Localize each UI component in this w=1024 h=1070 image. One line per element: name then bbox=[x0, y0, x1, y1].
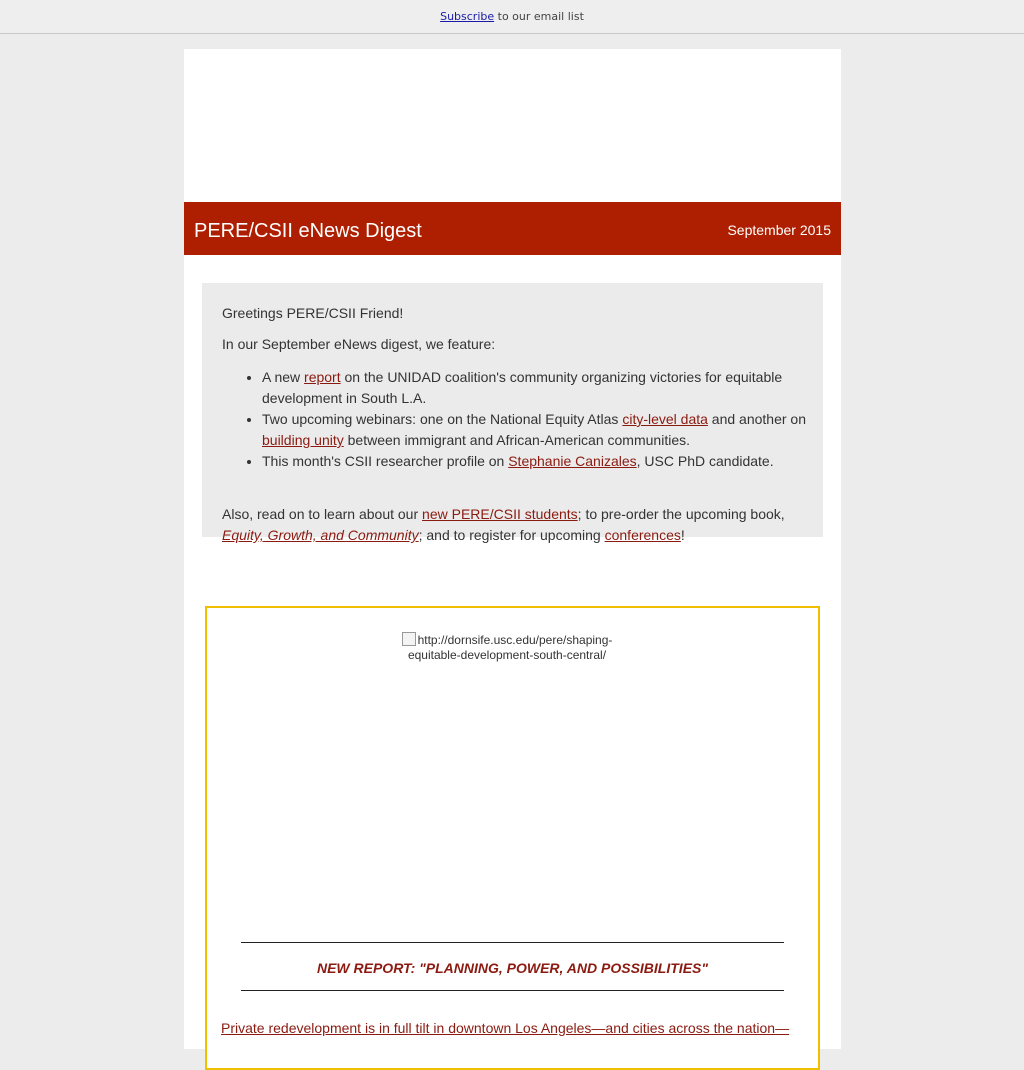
newsletter-body bbox=[184, 49, 841, 1049]
also-read-paragraph bbox=[222, 504, 812, 546]
list-item bbox=[262, 409, 810, 451]
item-text: A new bbox=[262, 369, 305, 385]
divider bbox=[241, 942, 784, 943]
also-text: ; and to register for upcoming bbox=[418, 527, 605, 543]
feature-list bbox=[222, 367, 810, 472]
newsletter-header bbox=[184, 202, 841, 255]
report-body-link[interactable]: Private redevelopment is in full tilt in downtown Los Angeles—and cities across the nation— bbox=[221, 1020, 790, 1036]
book-link[interactable]: Equity, Growth, and Community bbox=[222, 527, 419, 543]
item-text: , USC PhD candidate. bbox=[636, 453, 774, 469]
list-item bbox=[262, 451, 810, 472]
building-unity-link[interactable]: building unity bbox=[262, 432, 344, 448]
feature-report-box bbox=[205, 606, 820, 1070]
item-text: This month's CSII researcher profile on bbox=[262, 453, 509, 469]
item-text: Two upcoming webinars: one on the National Equity Atlas bbox=[262, 411, 623, 427]
report-image-link[interactable] bbox=[397, 632, 617, 663]
report-link[interactable]: report bbox=[304, 369, 341, 385]
stephanie-canizales-link[interactable]: Stephanie Canizales bbox=[508, 453, 637, 469]
item-text: and another on bbox=[707, 411, 807, 427]
intro-lead: In our September eNews digest, we feature: bbox=[222, 336, 496, 352]
image-alt-text: http://dornsife.usc.edu/pere/shaping-equitable-development-south-central/ bbox=[407, 633, 613, 662]
divider bbox=[241, 990, 784, 991]
also-text: Also, read on to learn about our bbox=[222, 506, 423, 522]
banner-image-area bbox=[184, 49, 841, 202]
greeting: Greetings PERE/CSII Friend! bbox=[222, 305, 404, 321]
conferences-link[interactable]: conferences bbox=[604, 527, 681, 543]
broken-image-icon bbox=[402, 632, 416, 646]
also-text: ; to pre-order the upcoming book, bbox=[577, 506, 785, 522]
newsletter-title: PERE/CSII eNews Digest bbox=[194, 220, 422, 242]
subscribe-link[interactable]: Subscribe bbox=[440, 10, 495, 23]
item-text: on the UNIDAD coalition's community organizing victories for equitable development in South L.A. bbox=[262, 369, 783, 406]
city-level-data-link[interactable]: city-level data bbox=[622, 411, 708, 427]
newsletter-date: September 2015 bbox=[727, 222, 831, 238]
also-text: ! bbox=[680, 527, 685, 543]
list-item bbox=[262, 367, 810, 409]
intro-box bbox=[202, 283, 823, 543]
item-text: between immigrant and African-American communities. bbox=[343, 432, 690, 448]
report-title: NEW REPORT: "PLANNING, POWER, AND POSSIBILITIES" bbox=[316, 960, 709, 976]
new-students-link[interactable]: new PERE/CSII students bbox=[422, 506, 578, 522]
email-subscribe-bar bbox=[0, 0, 1024, 34]
subscribe-text: to our email list bbox=[494, 10, 584, 23]
